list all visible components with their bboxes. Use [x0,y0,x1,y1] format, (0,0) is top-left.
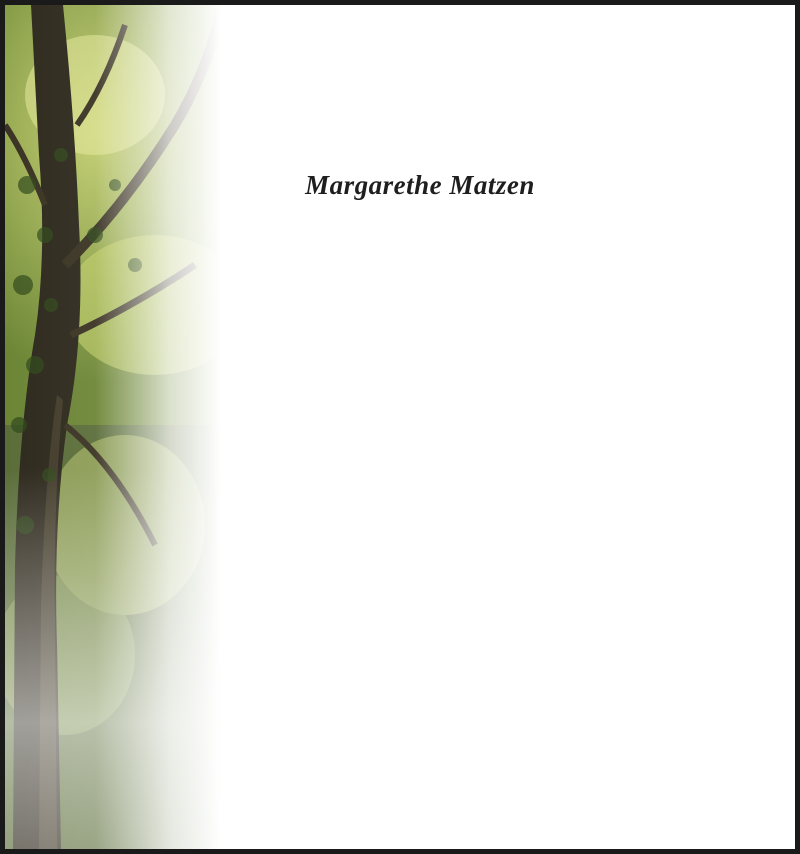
family-member [45,422,795,446]
intro-line [45,116,795,138]
intro-line [45,43,795,65]
place-date [45,631,795,653]
final-note [45,799,795,821]
family-member [45,473,795,497]
family-member [45,499,795,523]
message-line [45,342,795,364]
birth-date [393,250,399,272]
intro-line [45,92,795,114]
family-member [45,397,795,421]
family-member [45,525,795,549]
deceased-name: Margarethe Matzen [305,170,535,200]
life-dates [45,250,795,272]
funeral-info-line [45,711,795,733]
funeral-info-line [45,687,795,709]
message-line [45,318,795,340]
intro-line [45,68,795,90]
family-member [45,550,795,574]
funeral-info-line [45,736,795,758]
death-date [441,250,447,272]
family-member [45,576,795,600]
funeral-info-line [45,760,795,782]
notice-text [45,5,795,849]
maiden-name [45,218,795,240]
family-member [45,448,795,472]
family-member [45,371,795,395]
